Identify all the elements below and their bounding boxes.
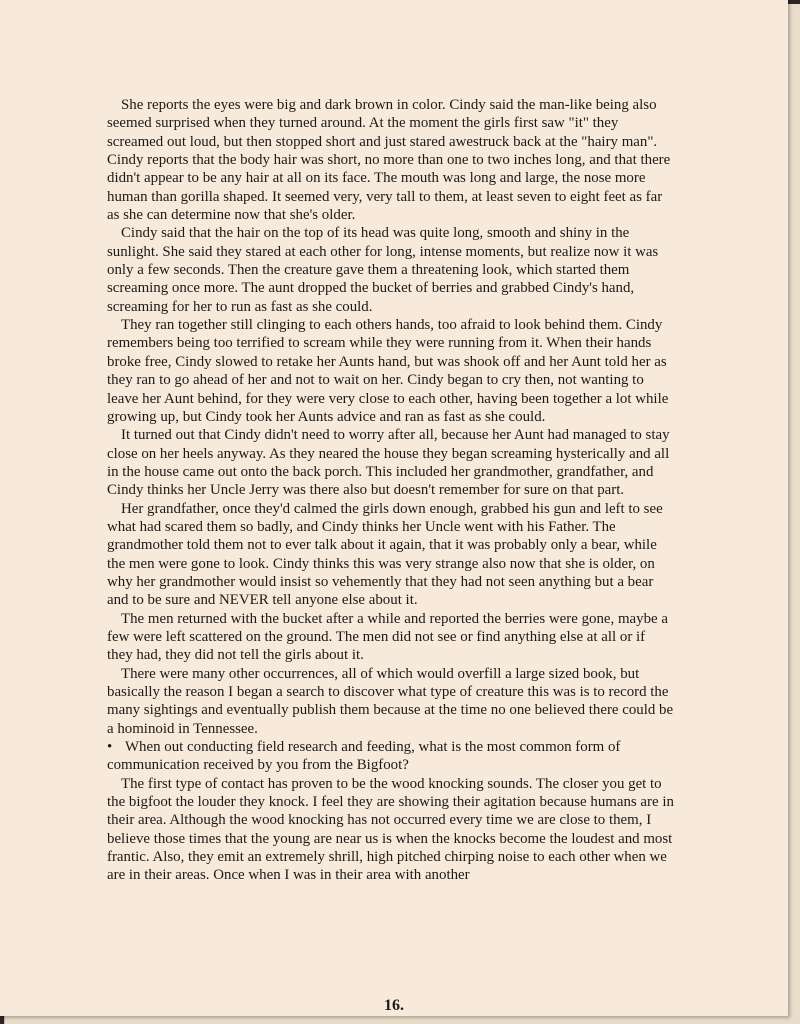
page-number: 16. xyxy=(384,997,404,1014)
paragraph: She reports the eyes were big and dark brown in color. Cindy said the man-like being also seemed surprised when they turned around. At the moment the girls first saw "it" they screamed out loud, but then stopped short and just stared awestruck back at the "hairy man". Cindy reports that the body hair was short, no more than one to two inches long, and that there didn't appear to be any hair at all on its face. The mouth was long and large, the nose more human than gorilla shaped. It seemed very, very tall to them, at least seven to eight feet as far as she can determine now that she's older. xyxy=(107,97,671,224)
paragraph: Cindy said that the hair on the top of its head was quite long, smooth and shiny in the sunlight. She said they stared at each other for long, intense moments, but realize now it was only a few seconds. Then the creature gave them a threatening look, which started them screaming once more. The aunt dropped the bucket of berries and grabbed Cindy's hand, screaming for her to run as fast as she could. xyxy=(107,225,659,315)
paragraph: They ran together still clinging to each others hands, too afraid to look behind them. Cindy remembers being too terrified to scream while they were running from it. When their hands broke free, Cindy slowed to retake her Aunts hand, but was shook off and her Aunt told her as they ran to go ahead of her and not to wait on her. Cindy began to cry then, not wanting to leave her Aunt behind, for they were very close to each other, having been together a lot while growing up, but Cindy took her Aunts advice and ran as fast as she could. xyxy=(107,317,669,425)
paragraph: The first type of contact has proven to be the wood knocking sounds. The closer you get to the bigfoot the louder they knock. I feel they are showing their agitation because humans are in their area. Although the wood knocking has not occurred every time we are close to them, I believe those times that the young are near us is when the knocks become the loudest and most frantic. Also, they emit an extremely shrill, high pitched chirping noise to each other when we are in their areas. Once when I was in their area with another xyxy=(107,775,674,884)
bullet-mark: • xyxy=(107,739,113,756)
body-text xyxy=(107,96,674,885)
paragraph: Her grandfather, once they'd calmed the girls down enough, grabbed his gun and left to see what had scared them so badly, and Cindy thinks her Uncle went with his Father. The grandmother told them not to ever talk about it again, that it was probably only a bear, while the men were gone to look. Cindy thinks this was very strange also now that she is older, on why her grandmother would insist so vehemently that they had not seen anything but a bear and to be sure and NEVER tell anyone else about it. xyxy=(107,500,663,609)
bullet-question-text: When out conducting field research and feeding, what is the most common form of communication received by you from the Bigfoot? xyxy=(107,739,621,774)
paragraph: It turned out that Cindy didn't need to worry after all, because her Aunt had managed to stay close on her heels anyway. As they neared the house they began screaming hysterically and all in the house came out onto the back porch. This included her grandmother, grandfather, and Cindy thinks her Uncle Jerry was there also but doesn't remember for sure on that part. xyxy=(107,427,670,499)
paragraph: The men returned with the bucket after a while and reported the berries were gone, maybe a few were left scattered on the ground. The men did not see or find anything else at all or if they had, they did not tell the girls about it. xyxy=(107,610,668,664)
bullet-question xyxy=(107,738,674,775)
paragraph: There were many other occurrences, all of which would overfill a large sized book, but basically the reason I began a search to discover what type of creature this was is to record the many sightings and eventually publish them because at the time no one believed there could be a hominoid in Tennessee. xyxy=(107,665,674,737)
